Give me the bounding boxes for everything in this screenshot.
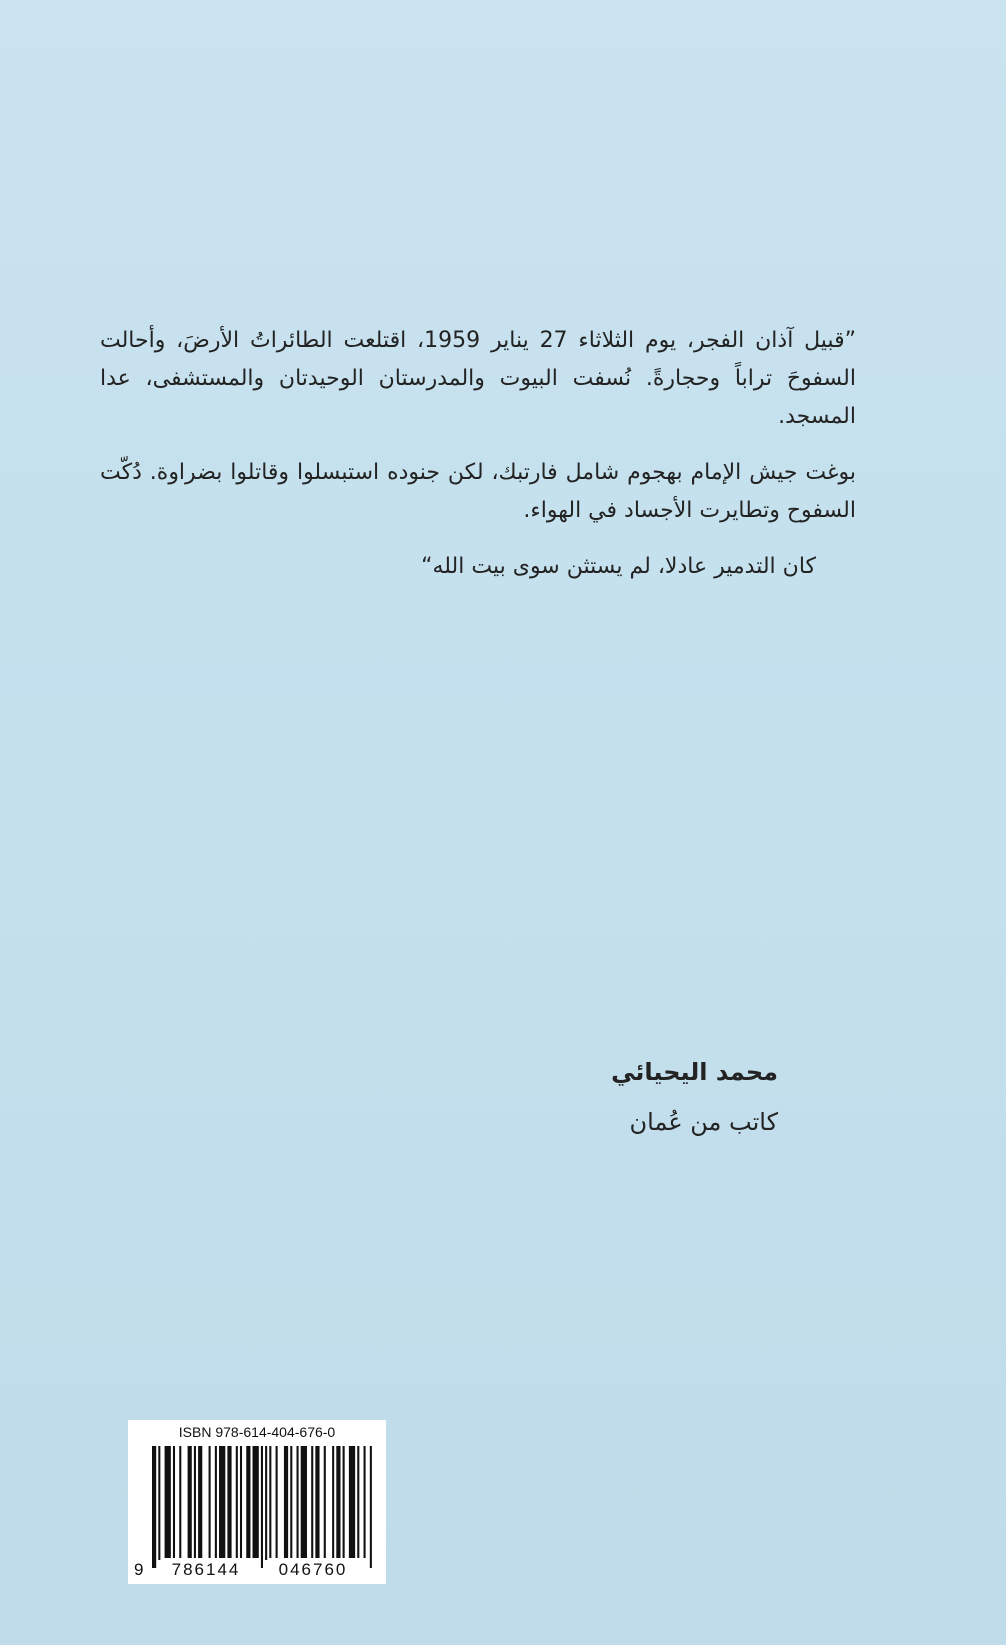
barcode-bar <box>343 1446 345 1558</box>
barcode-bar <box>236 1446 238 1558</box>
barcode-bar <box>227 1446 231 1558</box>
blurb-paragraph-3: كان التدمير عادلا، لم يستثن سوى بيت الله“ <box>421 554 816 579</box>
author-name: محمد اليحيائي <box>611 1058 778 1086</box>
barcode-bar <box>158 1446 160 1568</box>
barcode-bar <box>276 1446 278 1558</box>
barcode-bar <box>240 1446 242 1558</box>
barcode-bar <box>370 1446 372 1568</box>
barcode-digits <box>132 1560 382 1582</box>
barcode-bar <box>165 1446 171 1558</box>
barcode-bar <box>324 1446 326 1558</box>
blurb-paragraph-2: بوغت جيش الإمام بهجوم شامل فارتبك، لكن جنوده استبسلوا وقاتلوا بضراوة. دُكّت السفوح وتطايرت الأجساد في الهواء. <box>100 460 856 523</box>
blurb-paragraph-1: ”قبيل آذان الفجر، يوم الثلاثاء 27 يناير 1959، اقتلعت الطائراتُ الأرضَ، وأحالت السفوحَ تراباً وحجارةً. نُسفت البيوت والمدرستان الوحيدتان والمستشفى، عدا المسجد. <box>100 328 856 429</box>
blurb-text <box>100 322 856 604</box>
author-block <box>611 1052 778 1144</box>
barcode-bar <box>364 1446 366 1558</box>
barcode-bar <box>198 1446 202 1558</box>
barcode-bar <box>265 1446 267 1568</box>
barcode-bar <box>215 1446 217 1558</box>
barcode-bar <box>179 1446 181 1558</box>
barcode-digits-left: 786144 <box>158 1560 254 1580</box>
barcode-bar <box>219 1446 225 1558</box>
barcode-bar <box>290 1446 292 1558</box>
barcode-bar <box>357 1446 359 1558</box>
barcode-bar <box>188 1446 192 1558</box>
isbn-label: ISBN 978-614-404-676-0 <box>178 1424 336 1440</box>
barcode-bar <box>349 1446 355 1558</box>
author-origin: كاتب من عُمان <box>629 1108 778 1136</box>
barcode-bar <box>332 1446 334 1558</box>
barcode-bar <box>336 1446 340 1558</box>
barcode-bar <box>315 1446 319 1558</box>
barcode-bar <box>152 1446 156 1568</box>
barcode-bar <box>311 1446 313 1558</box>
barcode-bar <box>209 1446 211 1558</box>
barcode-bar <box>297 1446 299 1558</box>
barcode-digit-first: 9 <box>134 1560 144 1579</box>
barcode-bar <box>194 1446 196 1558</box>
barcode-bar <box>269 1446 271 1558</box>
barcode-bar <box>261 1446 263 1568</box>
barcode-bar <box>284 1446 288 1558</box>
barcode-digits-right: 046760 <box>264 1560 362 1580</box>
barcode-bar <box>253 1446 259 1558</box>
barcode-bar <box>246 1446 250 1558</box>
barcode-bar <box>173 1446 175 1558</box>
barcode-bars <box>152 1446 374 1568</box>
isbn-barcode <box>128 1420 386 1584</box>
barcode-bar <box>301 1446 307 1558</box>
